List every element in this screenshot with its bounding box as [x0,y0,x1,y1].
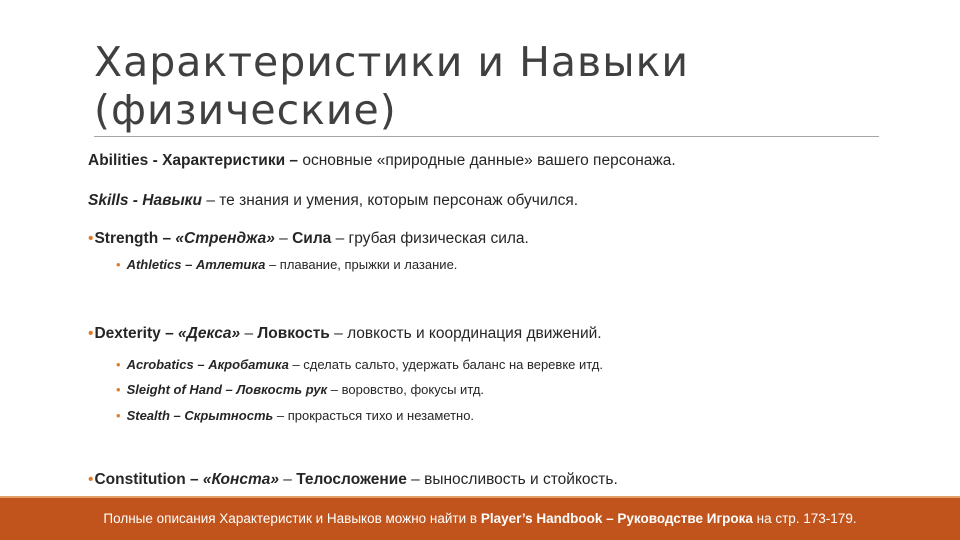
stealth-term: Stealth – Скрытность [126,408,274,423]
bullet-icon: • [88,325,94,342]
strength-dash: – [274,230,293,247]
title-divider [94,136,879,137]
stealth-line [116,408,474,423]
sub-bullet-icon: • [116,408,121,423]
dexterity-ru: Ловкость [257,325,330,342]
sub-bullet-icon: • [116,357,121,372]
slide-title-line1: Характеристики и Навыки [94,38,689,86]
dexterity-line [88,325,602,343]
constitution-name: Constitution – [94,471,199,488]
constitution-alias: «Конста» [198,471,279,488]
slide-title [94,38,874,134]
athletics-desc: – плавание, прыжки и лазание. [265,257,458,272]
footer-suffix: на стр. 173-179. [752,511,857,526]
dexterity-alias: «Декса» [173,325,241,342]
skills-desc: – те знания и умения, которым персонаж обучился. [202,192,579,209]
constitution-ru: Телосложение [296,471,407,488]
athletics-term: Athletics – Атлетика [126,257,266,272]
abilities-desc: основные «природные данные» вашего персонажа. [298,152,676,169]
strength-desc: – грубая физическая сила. [331,230,529,247]
footer-prefix: Полные описания Характеристик и Навыков можно найти в [103,511,481,526]
dexterity-name: Dexterity – [94,325,174,342]
strength-line [88,230,529,248]
skills-line [88,192,578,210]
constitution-dash: – [278,471,297,488]
footer-note [0,511,960,526]
slide-title-line2: (физические) [94,86,397,134]
stealth-desc: – прокрасться тихо и незаметно. [273,408,475,423]
abilities-term: Abilities - Характеристики – [88,152,299,169]
sleight-of-hand-desc: – воровство, фокусы итд. [327,382,485,397]
top-bar [0,0,960,8]
constitution-line [88,471,618,489]
sleight-of-hand-term: Sleight of Hand – Ловкость рук [126,382,328,397]
bullet-icon: • [88,230,94,247]
constitution-desc: – выносливость и стойкость. [406,471,618,488]
strength-alias: «Стренджа» [171,230,275,247]
acrobatics-desc: – сделать сальто, удержать баланс на веревке итд. [288,357,603,372]
bullet-icon: • [88,471,94,488]
skills-term: Skills - Навыки [88,192,203,209]
sub-bullet-icon: • [116,382,121,397]
dexterity-dash: – [240,325,258,342]
dexterity-desc: – ловкость и координация движений. [329,325,602,342]
abilities-line [88,152,676,170]
acrobatics-term: Acrobatics – Акробатика [126,357,289,372]
strength-ru: Сила [292,230,332,247]
footer-book-title: Player’s Handbook – Руководстве Игрока [480,511,753,526]
athletics-line [116,257,457,272]
acrobatics-line [116,357,603,372]
strength-name: Strength – [94,230,172,247]
sleight-of-hand-line [116,382,484,397]
sub-bullet-icon: • [116,257,121,272]
